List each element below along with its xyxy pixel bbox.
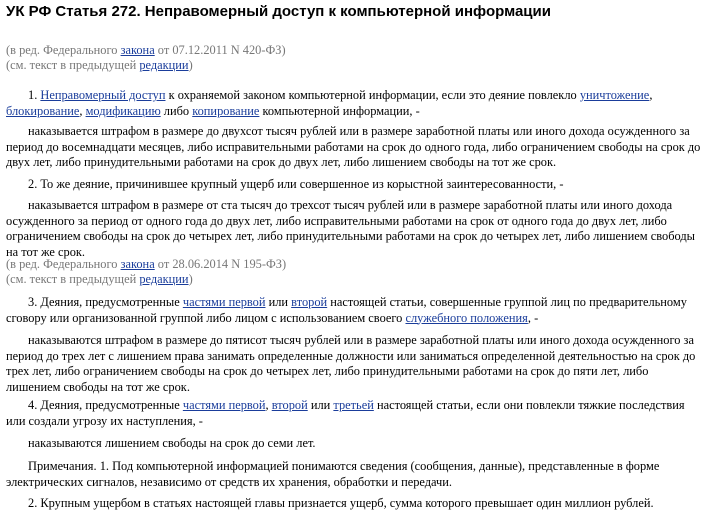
part-two-link[interactable]: второй — [271, 398, 308, 412]
text: либо — [160, 103, 193, 118]
text: или — [265, 295, 292, 309]
part-1-penalty — [6, 124, 705, 171]
destruction-link[interactable]: уничтожение — [579, 88, 650, 102]
remark-text: 2. Крупным ущербом в статьях настоящей главы признается ущерб, сумма которого превышает один миллион рублей. — [28, 496, 654, 510]
part-3-penalty — [6, 333, 705, 395]
note-text: ) — [188, 58, 193, 72]
blocking-link[interactable]: блокирование — [6, 103, 80, 118]
part-4 — [6, 398, 705, 429]
text: к охраняемой законом компьютерной информации, если это деяние повлекло — [165, 88, 580, 102]
text: , — [79, 103, 86, 118]
amendment-note — [6, 257, 705, 273]
note-text: от 28.06.2014 N 195-ФЗ) — [154, 257, 287, 271]
part-2 — [6, 177, 705, 193]
part-3 — [6, 295, 705, 326]
edition-link[interactable]: редакции — [139, 58, 189, 72]
part-2-penalty — [6, 198, 705, 260]
part-two-link[interactable]: второй — [291, 295, 328, 309]
part-one-link[interactable]: частями первой — [182, 295, 266, 309]
part-text: 2. То же деяние, причинившее крупный ущерб или совершенное из корыстной заинтересованности, - — [28, 177, 564, 191]
note-text: (в ред. Федерального — [6, 43, 121, 57]
article-title: УК РФ Статья 272. Неправомерный доступ к компьютерной информации — [6, 3, 551, 20]
text: настоящей статьи, совершенные группой лиц по предварительному сговору или организованной группой либо лицом с использованием своего — [6, 295, 687, 325]
penalty-text: наказываются штрафом в размере до пятисот тысяч рублей или в размере заработной платы или иного дохода осужденного за период до трех лет с лишением права занимать определенные должности или заниматься определенной деятельностью на срок до трех лет, либо ограничением свободы на срок до четырех лет, либо принудительными работами на срок до пяти лет, либо лишением свободы на тот же срок. — [6, 333, 696, 394]
edition-link[interactable]: редакции — [139, 272, 189, 286]
note-text: (см. текст в предыдущей — [6, 272, 140, 286]
copying-link[interactable]: копирование — [192, 103, 260, 118]
modification-link[interactable]: модификацию — [85, 103, 161, 118]
part-4-penalty — [6, 436, 705, 452]
part-three-link[interactable]: третьей — [333, 398, 374, 412]
text: или — [307, 398, 334, 412]
text: , — [649, 88, 653, 102]
penalty-text: наказывается штрафом в размере от ста тысяч до трехсот тысяч рублей или в размере заработной платы или иного дохода осужденного за период от одного года до двух лет, либо исправительными работами на срок от одного года до двух лет, либо ограничением свободы на срок до четырех лет, либо принудительными работами на срок до четырех лет, либо лишением свободы на тот же срок. — [6, 198, 695, 259]
note-text: ) — [188, 272, 193, 286]
previous-edition-note — [6, 58, 705, 74]
text: , — [265, 398, 272, 412]
remark-1 — [6, 459, 705, 490]
amendment-note — [6, 43, 705, 59]
text: 3. Деяния, предусмотренные — [28, 295, 183, 309]
previous-edition-note — [6, 272, 705, 288]
law-link[interactable]: закона — [120, 257, 155, 271]
part-1 — [6, 88, 705, 119]
note-text: (в ред. Федерального — [6, 257, 121, 271]
remark-2 — [6, 496, 705, 512]
note-text: (см. текст в предыдущей — [6, 58, 140, 72]
text: 1. — [28, 88, 41, 102]
penalty-text: наказывается штрафом в размере до двухсот тысяч рублей или в размере заработной платы или иного дохода осужденного за период до восемнадцати месяцев, либо исправительными работами на срок до одного года, либо ограничением свободы на срок до двух лет, либо принудительными работами на срок до двух лет, либо лишением свободы на тот же срок. — [6, 124, 701, 170]
unauthorized-access-link[interactable]: Неправомерный доступ — [40, 88, 166, 102]
text: настоящей статьи, если они повлекли тяжкие последствия или создали угрозу их наступления, - — [6, 398, 685, 428]
penalty-text: наказываются лишением свободы на срок до семи лет. — [28, 436, 316, 450]
text: компьютерной информации, - — [259, 103, 420, 118]
text: 4. Деяния, предусмотренные — [28, 398, 183, 412]
text: , - — [527, 310, 539, 325]
remark-text: Примечания. 1. Под компьютерной информацией понимаются сведения (сообщения, данные), представленные в форме электрических сигналов, независимо от средств их хранения, обработки и передачи. — [6, 459, 660, 489]
law-link[interactable]: закона — [120, 43, 155, 57]
official-position-link[interactable]: служебного положения — [405, 310, 528, 325]
part-one-link[interactable]: частями первой — [182, 398, 266, 412]
note-text: от 07.12.2011 N 420-ФЗ) — [154, 43, 286, 57]
